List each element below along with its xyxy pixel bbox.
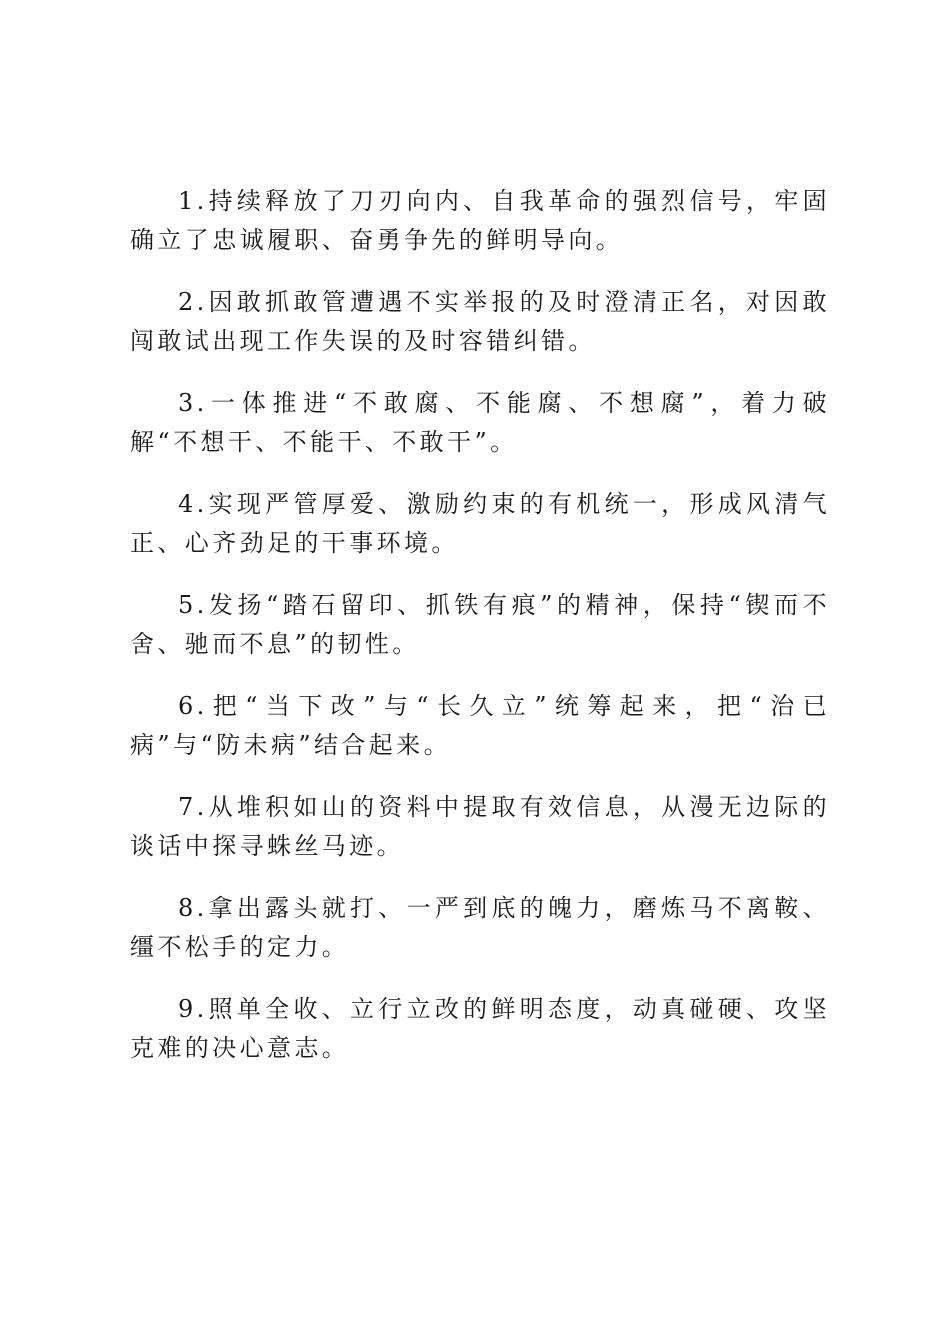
list-item: 8.拿出露头就打、一严到底的魄力，磨炼马不离鞍、缰不松手的定力。 <box>130 894 830 961</box>
list-item: 4.实现严管厚爱、激励约束的有机统一，形成风清气正、心齐劲足的干事环境。 <box>130 490 830 557</box>
list-item: 9.照单全收、立行立改的鲜明态度，动真碰硬、攻坚克难的决心意志。 <box>130 995 830 1062</box>
list-item: 2.因敢抓敢管遭遇不实举报的及时澄清正名，对因敢闯敢试出现工作失误的及时容错纠错。 <box>130 288 830 355</box>
list-item: 7.从堆积如山的资料中提取有效信息，从漫无边际的谈话中探寻蛛丝马迹。 <box>130 793 830 860</box>
list-item: 3.一体推进“不敢腐、不能腐、不想腐”，着力破解“不想干、不能干、不敢干”。 <box>130 389 830 456</box>
document-body <box>130 182 830 1091</box>
list-item: 1.持续释放了刀刃向内、自我革命的强烈信号，牢固确立了忠诚履职、奋勇争先的鲜明导向。 <box>130 187 830 254</box>
list-item: 6.把“当下改”与“长久立”统筹起来，把“治已病”与“防未病”结合起来。 <box>130 692 830 759</box>
list-item: 5.发扬“踏石留印、抓铁有痕”的精神，保持“锲而不舍、驰而不息”的韧性。 <box>130 591 830 658</box>
